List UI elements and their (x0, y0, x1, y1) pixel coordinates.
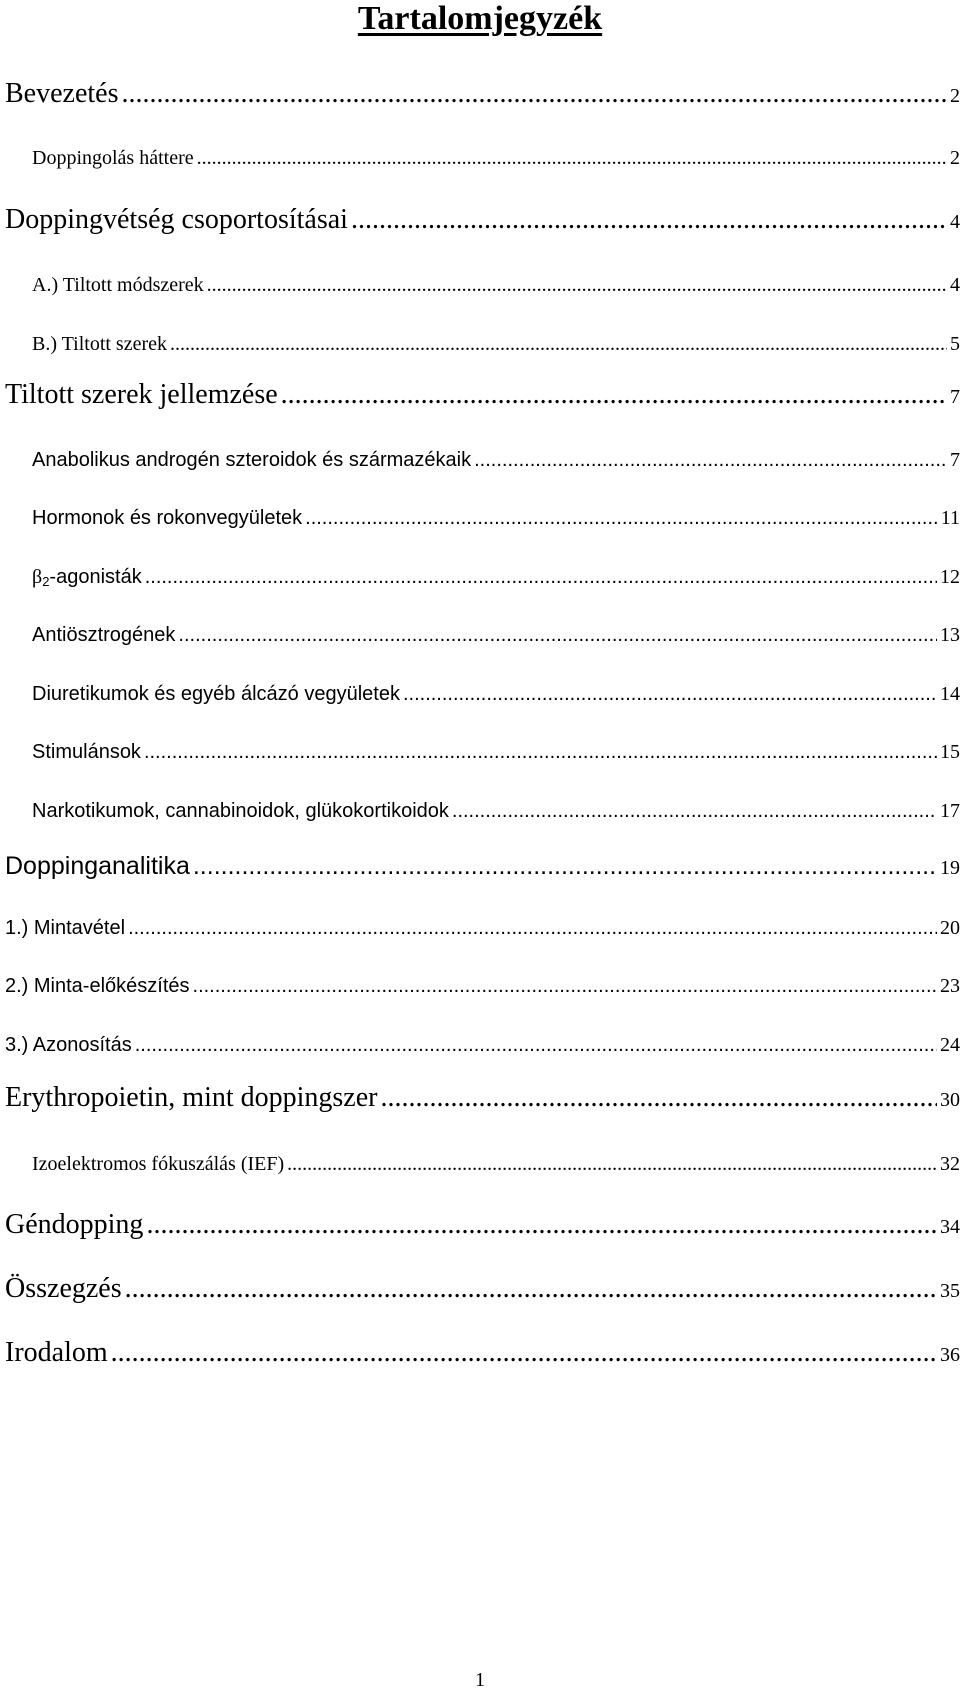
toc-entry-stimulansok[interactable] (32, 741, 960, 764)
toc-entry-diuretikumok[interactable] (32, 683, 960, 706)
toc-leader (125, 1273, 937, 1305)
toc-entry-label: Doppingolás háttere (32, 147, 194, 169)
toc-entry-anabolikus[interactable] (32, 449, 960, 472)
toc-entry-label: 2.) Minta-előkészítés (5, 975, 190, 997)
toc-entry-page: 4 (950, 211, 960, 233)
toc-entry-label: Tiltott szerek jellemzése (5, 379, 278, 410)
toc-entry-label: 3.) Azonosítás (5, 1034, 132, 1056)
toc-entry-page: 32 (940, 1153, 960, 1175)
toc-entry-tiltott-szerek[interactable] (32, 333, 960, 356)
toc-leader (305, 507, 938, 530)
toc-entry-doppingvetseg-csoportositasai[interactable] (5, 204, 960, 236)
toc-entry-page: 17 (940, 800, 960, 822)
toc-entry-label: Doppingvétség csoportosításai (5, 204, 348, 235)
page-number: 1 (475, 1669, 485, 1691)
toc-entry-azonositas[interactable] (5, 1034, 960, 1057)
toc-entry-label-rest: -agonisták (49, 566, 142, 588)
toc-title: Tartalomjegyzék (357, 0, 603, 37)
toc-entry-osszegzes[interactable] (5, 1273, 960, 1305)
toc-entry-page: 2 (950, 85, 960, 107)
toc-entry-page: 12 (940, 566, 960, 588)
toc-leader (135, 1034, 937, 1057)
toc-leader (193, 852, 937, 881)
toc-entry-label: Anabolikus androgén szteroidok és származékaik (32, 449, 472, 471)
beta-symbol: β (32, 566, 43, 588)
toc-entry-page: 7 (950, 386, 960, 408)
toc-entry-mintavetel[interactable] (5, 917, 960, 940)
toc-entry-tiltott-modszerek[interactable] (32, 274, 960, 297)
toc-entry-erythropoietin[interactable] (5, 1082, 960, 1114)
toc-entry-label: Géndopping (5, 1209, 144, 1240)
toc-leader (381, 1082, 938, 1114)
toc-entry-tiltott-szerek-jellemzese[interactable] (5, 379, 960, 411)
toc-leader (197, 147, 947, 170)
toc-entry-label: Doppinganalitika (5, 852, 190, 880)
toc-entry-label: Hormonok és rokonvegyületek (32, 507, 303, 529)
toc-entry-page: 19 (940, 857, 960, 879)
toc-entry-gendopping[interactable] (5, 1209, 960, 1241)
toc-entry-label: A.) Tiltott módszerek (32, 274, 204, 296)
toc-entry-bevezetes[interactable] (5, 78, 960, 110)
toc-entry-page: 34 (940, 1216, 960, 1238)
toc-leader (474, 449, 947, 472)
toc-entry-antiosztrogenek[interactable] (32, 624, 960, 647)
toc-entry-izoelektromos[interactable] (32, 1153, 960, 1176)
toc-leader (351, 204, 947, 236)
toc-entry-page: 24 (940, 1034, 960, 1056)
toc-entry-label: Erythropoietin, mint doppingszer (5, 1082, 378, 1113)
toc-entry-page: 15 (940, 741, 960, 763)
toc-entry-page: 20 (940, 917, 960, 939)
toc-entry-irodalom[interactable] (5, 1337, 960, 1369)
toc-entry-page: 35 (940, 1280, 960, 1302)
toc-entry-page: 30 (940, 1089, 960, 1111)
toc-leader (281, 379, 947, 411)
toc-leader (128, 917, 937, 940)
toc-leader (145, 566, 937, 589)
toc-entry-label (32, 566, 142, 589)
toc-leader (178, 624, 937, 647)
toc-entry-page: 23 (940, 975, 960, 997)
toc-leader (144, 741, 937, 764)
toc-entry-hormonok[interactable] (32, 507, 960, 530)
toc-leader (193, 975, 937, 998)
toc-leader (111, 1337, 937, 1369)
toc-entry-label: Irodalom (5, 1337, 108, 1368)
toc-entry-beta2-agonistak[interactable] (32, 566, 960, 589)
toc-entry-label: Narkotikumok, cannabinoidok, glükokortikoidok (32, 800, 449, 822)
toc-entry-dopping-analitika[interactable] (5, 852, 960, 881)
toc-leader (287, 1153, 937, 1176)
toc-entry-label: Stimulánsok (32, 741, 141, 763)
toc-entry-label: B.) Tiltott szerek (32, 333, 168, 355)
toc-entry-label: Bevezetés (5, 78, 119, 109)
toc-leader (122, 78, 948, 110)
toc-entry-page: 4 (950, 274, 960, 296)
toc-entry-page: 2 (950, 147, 960, 169)
toc-entry-page: 5 (950, 333, 960, 355)
toc-leader (207, 274, 947, 297)
toc-entry-label: 1.) Mintavétel (5, 917, 126, 939)
toc-entry-page: 36 (940, 1344, 960, 1366)
toc-entry-doppingolas-hattere[interactable] (32, 147, 960, 170)
toc-entry-label: Antiösztrogének (32, 624, 176, 646)
toc-entry-narkotikumok[interactable] (32, 800, 960, 823)
toc-entry-label: Diuretikumok és egyéb álcázó vegyületek (32, 683, 400, 705)
toc-entry-page: 13 (940, 624, 960, 646)
toc-entry-page: 7 (950, 449, 960, 471)
toc-entry-minta-elokeszites[interactable] (5, 975, 960, 998)
toc-leader (452, 800, 937, 823)
toc-entry-page: 11 (940, 507, 960, 529)
beta-subscript: 2 (42, 574, 50, 589)
toc-leader (146, 1209, 937, 1241)
toc-entry-page: 14 (940, 683, 960, 705)
toc-entry-label: Izoelektromos fókuszálás (IEF) (32, 1153, 285, 1175)
toc-leader (403, 683, 937, 706)
toc-entry-label: Összegzés (5, 1273, 122, 1304)
toc-leader (170, 333, 947, 356)
